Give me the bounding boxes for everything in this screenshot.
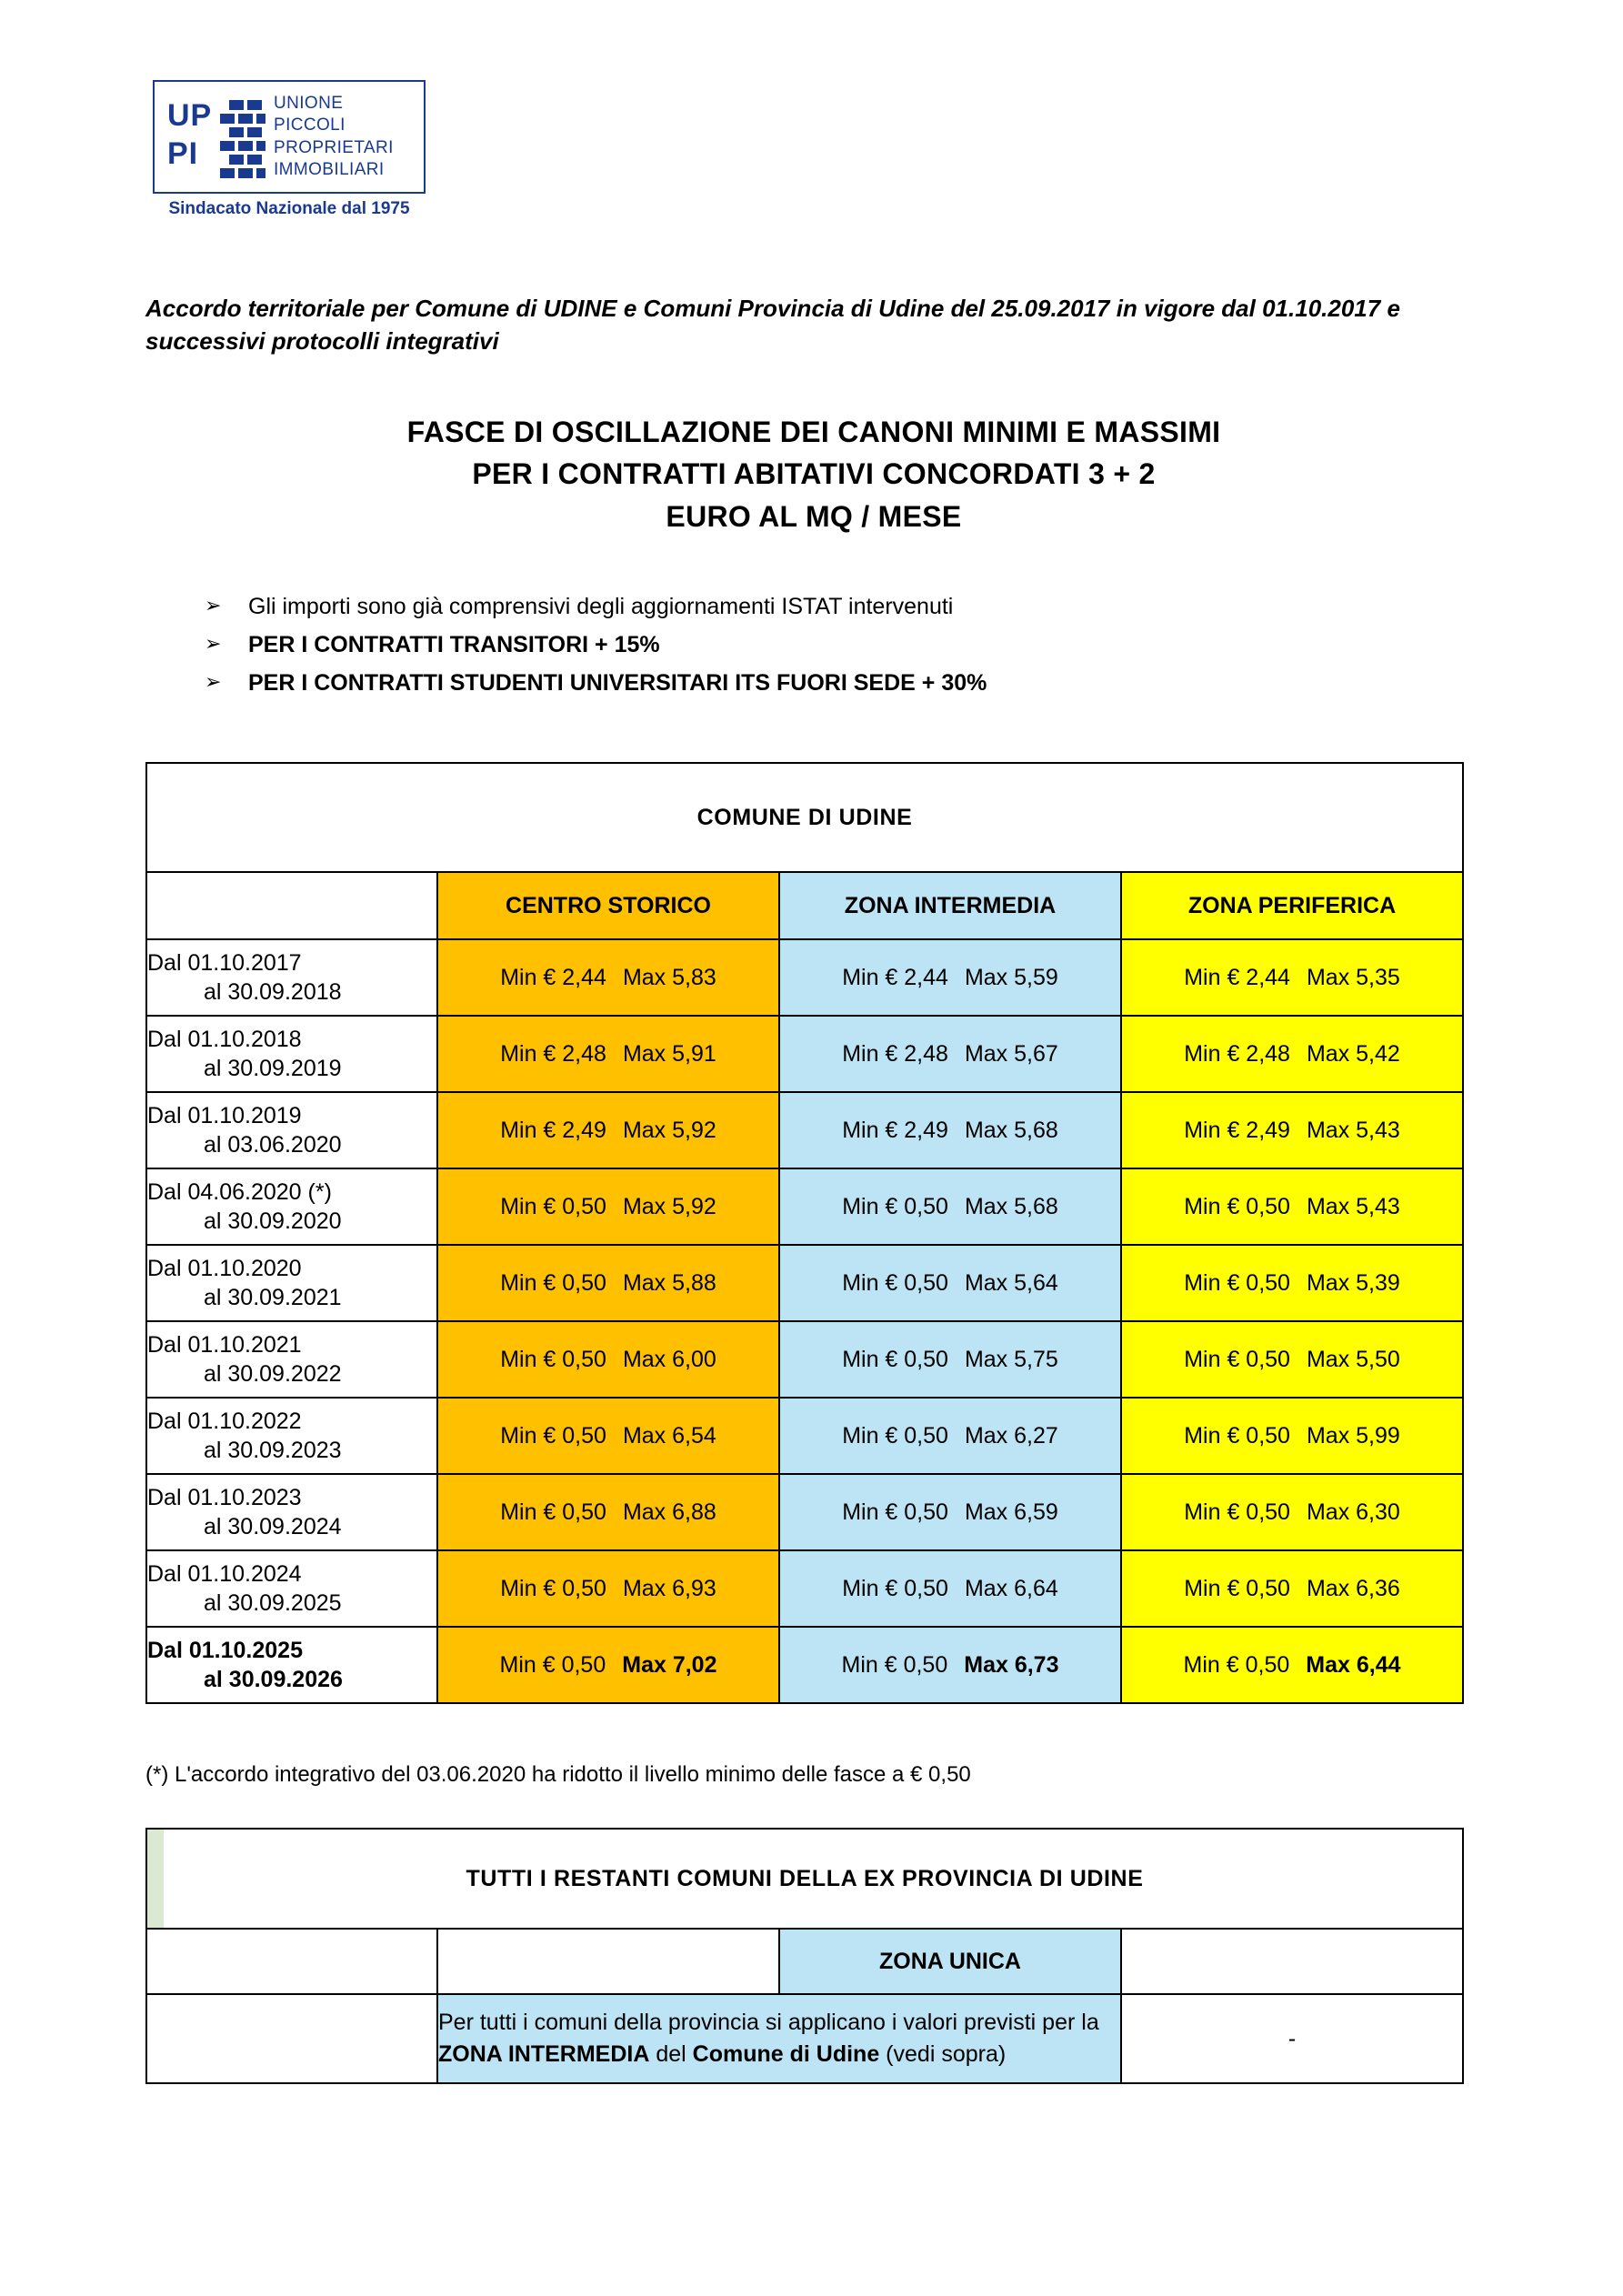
rate-min: Min € 0,50	[842, 1346, 948, 1372]
rate-max: Max 5,88	[622, 1269, 716, 1296]
table-row	[146, 1092, 1463, 1168]
rate-max: Max 5,92	[622, 1117, 716, 1143]
period-cell	[146, 1168, 437, 1245]
province-note-bold2: Comune di Udine	[692, 2041, 880, 2067]
title-line-2: PER I CONTRATTI ABITATIVI CONCORDATI 3 + 2	[472, 457, 1156, 491]
column-header-zona-intermedia: ZONA INTERMEDIA	[779, 872, 1121, 939]
rate-min: Min € 0,50	[500, 1346, 606, 1372]
rate-cell-centro	[437, 1016, 779, 1092]
period-from: Dal 01.10.2023	[147, 1484, 302, 1510]
rate-max: Max 5,92	[622, 1193, 716, 1219]
province-rates-table	[145, 1828, 1464, 2084]
table-column-header-row	[146, 1929, 1463, 1994]
rate-max: Max 6,73	[964, 1651, 1059, 1678]
period-from: Dal 01.10.2022	[147, 1408, 302, 1434]
udine-rates-table	[145, 762, 1464, 1704]
bullet-list	[205, 589, 1478, 704]
rate-max: Max 6,59	[964, 1499, 1058, 1525]
period-cell	[146, 1474, 437, 1550]
table-column-header-row	[146, 872, 1463, 939]
period-cell	[146, 939, 437, 1016]
empty-corner-cell	[146, 872, 437, 939]
rate-cell-periferica	[1121, 1627, 1463, 1703]
rate-cell-periferica	[1121, 1321, 1463, 1398]
table-header-row	[146, 1829, 1463, 1929]
period-cell	[146, 1245, 437, 1321]
rate-min: Min € 2,44	[1184, 964, 1290, 990]
rate-cell-periferica	[1121, 1398, 1463, 1474]
rate-cell-centro	[437, 1321, 779, 1398]
rate-cell-intermedia	[779, 1627, 1121, 1703]
rate-min: Min € 2,49	[500, 1117, 606, 1143]
rate-cell-centro	[437, 1550, 779, 1627]
uppi-monogram-icon	[164, 89, 268, 185]
rate-cell-periferica	[1121, 1245, 1463, 1321]
period-cell	[146, 1092, 437, 1168]
rate-max: Max 5,68	[964, 1117, 1058, 1143]
rate-cell-intermedia	[779, 1398, 1121, 1474]
logo-box	[153, 80, 426, 194]
rate-max: Max 5,35	[1306, 964, 1400, 990]
rate-max: Max 5,59	[964, 964, 1058, 990]
footnote: (*) L'accordo integrativo del 03.06.2020 ha ridotto il livello minimo delle fasce a € 0,50	[145, 1762, 971, 1787]
rate-max: Max 5,75	[964, 1346, 1058, 1372]
period-from: Dal 01.10.2025	[147, 1637, 303, 1663]
rate-cell-centro	[437, 1245, 779, 1321]
green-accent-bar	[147, 1830, 164, 1928]
table2-caption-cell	[146, 1829, 1463, 1929]
rate-max: Max 5,99	[1306, 1422, 1400, 1449]
table-caption: COMUNE DI UDINE	[146, 763, 1463, 872]
rate-min: Min € 0,50	[500, 1193, 606, 1219]
rate-min: Min € 2,48	[1184, 1040, 1290, 1067]
rate-cell-centro	[437, 1398, 779, 1474]
rate-min: Min € 0,50	[841, 1651, 948, 1678]
rate-cell-intermedia	[779, 1168, 1121, 1245]
rate-max: Max 6,27	[964, 1422, 1058, 1449]
rate-cell-centro	[437, 1092, 779, 1168]
rate-cell-centro	[437, 1474, 779, 1550]
rate-max: Max 6,54	[622, 1422, 716, 1449]
rate-min: Min € 0,50	[1184, 1499, 1290, 1525]
table-row	[146, 939, 1463, 1016]
rate-max: Max 5,64	[964, 1269, 1058, 1296]
period-from: Dal 04.06.2020 (*)	[147, 1178, 332, 1205]
rate-min: Min € 0,50	[842, 1269, 948, 1296]
rate-max: Max 5,39	[1306, 1269, 1400, 1296]
rate-max: Max 5,43	[1306, 1193, 1400, 1219]
logo-mark-up: UP	[167, 98, 213, 133]
agreement-subtitle: Accordo territoriale per Comune di UDINE e Comuni Provincia di Udine del 25.09.2017 in vigore dal 01.10.2017 e successivi protocolli integrativi	[145, 295, 1400, 355]
rate-min: Min € 2,44	[500, 964, 606, 990]
rate-cell-intermedia	[779, 939, 1121, 1016]
brick-icon	[238, 141, 253, 151]
province-rates-table-body	[146, 1829, 1463, 2083]
rate-max: Max 6,88	[622, 1499, 716, 1525]
rate-min: Min € 0,50	[1184, 1193, 1290, 1219]
period-to: al 30.09.2021	[204, 1285, 342, 1310]
bullet-text-2: PER I CONTRATTI TRANSITORI + 15%	[248, 632, 660, 657]
period-to: al 30.09.2022	[204, 1361, 342, 1387]
rate-cell-centro	[437, 1168, 779, 1245]
period-to: al 30.09.2023	[204, 1438, 342, 1463]
rate-cell-intermedia	[779, 1474, 1121, 1550]
rate-min: Min € 0,50	[500, 1422, 606, 1449]
rate-max: Max 6,36	[1306, 1575, 1400, 1601]
period-to: al 30.09.2020	[204, 1208, 342, 1234]
rate-cell-periferica	[1121, 1474, 1463, 1550]
bullet-text-1: Gli importi sono già comprensivi degli aggiornamenti ISTAT intervenuti	[248, 594, 954, 619]
rate-max: Max 6,30	[1306, 1499, 1400, 1525]
rate-cell-centro	[437, 1627, 779, 1703]
rate-cell-intermedia	[779, 1245, 1121, 1321]
rate-min: Min € 0,50	[842, 1193, 948, 1219]
period-cell	[146, 1321, 437, 1398]
period-cell	[146, 1627, 437, 1703]
bullet-text-3: PER I CONTRATTI STUDENTI UNIVERSITARI ITS FUORI SEDE + 30%	[248, 670, 987, 696]
column-header-zona-unica: ZONA UNICA	[779, 1929, 1121, 1994]
rate-min: Min € 2,49	[1184, 1117, 1290, 1143]
title-line-1: FASCE DI OSCILLAZIONE DEI CANONI MINIMI E MASSIMI	[406, 416, 1221, 448]
province-note-bold1: ZONA INTERMEDIA	[438, 2041, 650, 2067]
brick-icon	[220, 168, 235, 178]
rate-max: Max 6,93	[622, 1575, 716, 1601]
arrow-bullet-icon: ➢	[205, 670, 222, 693]
rate-min: Min € 0,50	[1184, 1422, 1290, 1449]
table-row	[146, 1474, 1463, 1550]
empty-corner-cell	[146, 1929, 437, 1994]
logo-word-2: PICCOLI	[274, 115, 346, 135]
table-row	[146, 1550, 1463, 1627]
column-header-zona-periferica: ZONA PERIFERICA	[1121, 872, 1463, 939]
table-row	[146, 1245, 1463, 1321]
logo-block	[153, 80, 453, 219]
period-to: al 30.09.2019	[204, 1056, 342, 1081]
arrow-bullet-icon: ➢	[205, 632, 222, 655]
title-line-3: EURO AL MQ / MESE	[666, 499, 962, 533]
period-from: Dal 01.10.2021	[147, 1331, 302, 1358]
rate-max: Max 5,68	[964, 1193, 1058, 1219]
period-from: Dal 01.10.2024	[147, 1560, 302, 1587]
rate-cell-intermedia	[779, 1321, 1121, 1398]
table-row	[146, 1994, 1463, 2083]
rate-max: Max 5,50	[1306, 1346, 1400, 1372]
brick-icon	[238, 114, 253, 124]
rate-max: Max 5,42	[1306, 1040, 1400, 1067]
brick-icon	[247, 127, 262, 137]
table-row	[146, 1627, 1463, 1703]
list-item	[205, 666, 1478, 700]
rate-min: Min € 0,50	[499, 1651, 606, 1678]
table-row	[146, 1321, 1463, 1398]
brick-icon	[256, 168, 265, 178]
dash-mark: -	[1287, 2025, 1297, 2051]
period-from: Dal 01.10.2019	[147, 1102, 302, 1128]
brick-icon	[247, 155, 262, 165]
rate-min: Min € 0,50	[842, 1422, 948, 1449]
period-cell	[146, 1016, 437, 1092]
list-item	[205, 627, 1478, 662]
period-to: al 30.09.2026	[204, 1667, 343, 1692]
column-header-centro-storico: CENTRO STORICO	[437, 872, 779, 939]
rate-cell-intermedia	[779, 1016, 1121, 1092]
page-title	[145, 411, 1482, 537]
rate-cell-intermedia	[779, 1550, 1121, 1627]
rate-cell-centro	[437, 939, 779, 1016]
period-cell	[146, 1550, 437, 1627]
table-row	[146, 1168, 1463, 1245]
rate-max: Max 7,02	[622, 1651, 717, 1678]
brick-icon	[256, 141, 265, 151]
logo-mark-pi: PI	[167, 136, 199, 171]
rate-cell-periferica	[1121, 939, 1463, 1016]
rate-min: Min € 0,50	[1184, 1269, 1290, 1296]
table-header-row	[146, 763, 1463, 872]
empty-cell	[146, 1994, 437, 2083]
brick-icon	[229, 155, 244, 165]
period-to: al 30.09.2018	[204, 979, 342, 1005]
rate-min: Min € 2,49	[842, 1117, 948, 1143]
logo-word-4: IMMOBILIARI	[274, 159, 385, 179]
rate-cell-intermedia	[779, 1092, 1121, 1168]
brick-icon	[229, 100, 244, 110]
brick-icon	[238, 168, 253, 178]
period-to: al 03.06.2020	[204, 1132, 342, 1158]
empty-cell	[437, 1929, 779, 1994]
brick-icon	[256, 114, 265, 124]
udine-rates-table-body	[146, 763, 1463, 1703]
rate-min: Min € 0,50	[1183, 1651, 1290, 1678]
rate-min: Min € 0,50	[1184, 1575, 1290, 1601]
rate-min: Min € 0,50	[500, 1575, 606, 1601]
rate-min: Min € 2,48	[500, 1040, 606, 1067]
rate-cell-periferica	[1121, 1016, 1463, 1092]
brick-icon	[220, 141, 235, 151]
period-from: Dal 01.10.2017	[147, 949, 302, 976]
province-note-part1: Per tutti i comuni della provincia si applicano i valori previsti per la	[438, 2009, 1099, 2035]
period-to: al 30.09.2025	[204, 1590, 342, 1616]
period-from: Dal 01.10.2020	[147, 1255, 302, 1281]
rate-min: Min € 2,44	[842, 964, 948, 990]
rate-min: Min € 0,50	[1184, 1346, 1290, 1372]
rate-max: Max 6,44	[1306, 1651, 1401, 1678]
table2-caption: TUTTI I RESTANTI COMUNI DELLA EX PROVINCIA DI UDINE	[466, 1865, 1144, 1891]
rate-max: Max 6,64	[964, 1575, 1058, 1601]
list-item	[205, 589, 1478, 624]
logo-word-3: PROPRIETARI	[274, 137, 394, 157]
logo-wordmark	[268, 89, 415, 185]
logo-subtitle: Sindacato Nazionale dal 1975	[168, 199, 410, 218]
period-from: Dal 01.10.2018	[147, 1026, 302, 1052]
rate-min: Min € 0,50	[500, 1499, 606, 1525]
dash-cell	[1121, 1994, 1463, 2083]
arrow-bullet-icon: ➢	[205, 594, 222, 617]
period-cell	[146, 1398, 437, 1474]
table-row	[146, 1016, 1463, 1092]
province-note-cell	[437, 1994, 1121, 2083]
rate-max: Max 5,67	[964, 1040, 1058, 1067]
rate-min: Min € 2,48	[842, 1040, 948, 1067]
rate-max: Max 6,00	[622, 1346, 716, 1372]
rate-cell-periferica	[1121, 1550, 1463, 1627]
rate-min: Min € 0,50	[500, 1269, 606, 1296]
rate-max: Max 5,91	[622, 1040, 716, 1067]
province-note-part2: del	[649, 2041, 693, 2067]
province-note-part3: (vedi sopra)	[879, 2041, 1007, 2067]
empty-cell	[1121, 1929, 1463, 1994]
brick-icon	[229, 127, 244, 137]
rate-min: Min € 0,50	[842, 1499, 948, 1525]
rate-min: Min € 0,50	[842, 1575, 948, 1601]
rate-max: Max 5,83	[622, 964, 716, 990]
rate-cell-periferica	[1121, 1092, 1463, 1168]
period-to: al 30.09.2024	[204, 1514, 342, 1539]
table-row	[146, 1398, 1463, 1474]
brick-icon	[247, 100, 262, 110]
logo-word-1: UNIONE	[274, 93, 344, 113]
rate-cell-periferica	[1121, 1168, 1463, 1245]
brick-icon	[220, 114, 235, 124]
rate-max: Max 5,43	[1306, 1117, 1400, 1143]
